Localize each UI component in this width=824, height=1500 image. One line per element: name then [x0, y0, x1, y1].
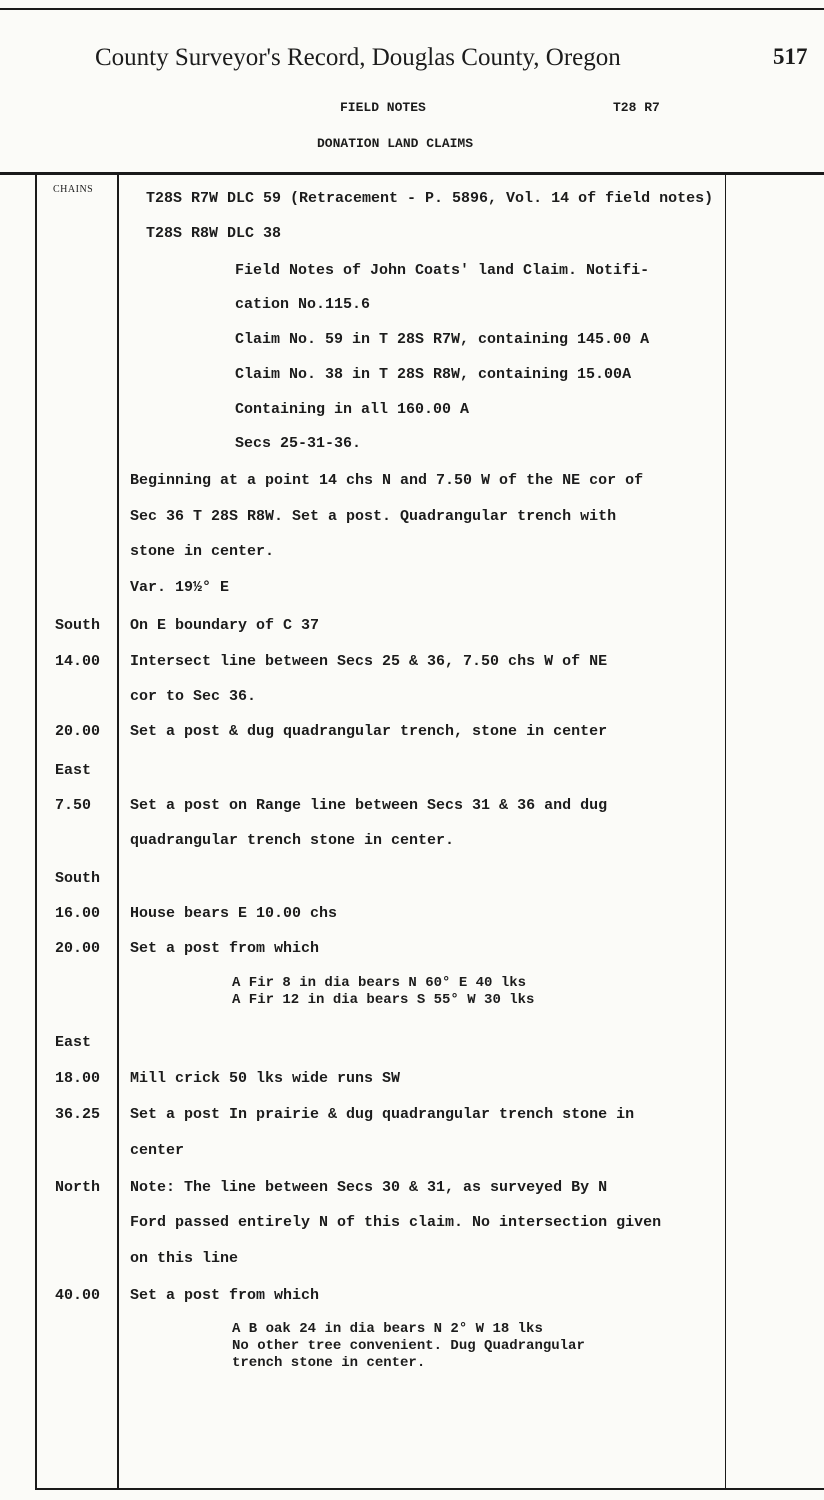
note-line: Set a post from which: [130, 1287, 320, 1304]
chains-value: 16.00: [55, 905, 101, 922]
left-border: [35, 173, 37, 1489]
note-line: Set a post on Range line between Secs 31 & 36 and dug: [130, 797, 608, 814]
note-line: T28S R8W DLC 38: [146, 225, 282, 242]
chains-column-divider: [117, 173, 119, 1489]
note-line: stone in center.: [130, 543, 275, 560]
note-line: cation No.115.6: [235, 296, 371, 313]
note-line: on this line: [130, 1250, 239, 1267]
note-line: Set a post In prairie & dug quadrangular trench stone in: [130, 1106, 635, 1123]
table-top-rule: [0, 172, 824, 175]
bearing-line: A B oak 24 in dia bears N 2° W 18 lks: [232, 1321, 543, 1337]
right-margin-rule: [725, 173, 726, 1489]
note-line: Field Notes of John Coats' land Claim. Notifi-: [235, 262, 650, 279]
note-line: Mill crick 50 lks wide runs SW: [130, 1070, 401, 1087]
note-line: Beginning at a point 14 chs N and 7.50 W of the NE cor of: [130, 472, 644, 489]
bearing-line: trench stone in center.: [232, 1355, 426, 1371]
note-line: Note: The line between Secs 30 & 31, as surveyed By N: [130, 1179, 608, 1196]
page-title: County Surveyor's Record, Douglas County, Oregon: [95, 44, 621, 71]
note-line: Claim No. 59 in T 28S R7W, containing 145.00 A: [235, 331, 650, 348]
note-line: Containing in all 160.00 A: [235, 401, 470, 418]
chains-value: South: [55, 617, 101, 634]
note-line: Sec 36 T 28S R8W. Set a post. Quadrangular trench with: [130, 508, 617, 525]
chains-value: East: [55, 1034, 92, 1051]
note-line: quadrangular trench stone in center.: [130, 832, 455, 849]
note-line: Ford passed entirely N of this claim. No intersection given: [130, 1214, 662, 1231]
note-line: House bears E 10.00 chs: [130, 905, 338, 922]
bearing-line: A Fir 12 in dia bears S 55° W 30 lks: [232, 992, 535, 1008]
note-line: center: [130, 1142, 185, 1159]
note-line: Intersect line between Secs 25 & 36, 7.50 chs W of NE: [130, 653, 608, 670]
bearing-line: A Fir 8 in dia bears N 60° E 40 lks: [232, 975, 527, 991]
chains-value: 18.00: [55, 1070, 101, 1087]
chains-column-header: CHAINS: [53, 184, 94, 195]
page-number: 517: [773, 44, 808, 69]
chains-value: 36.25: [55, 1106, 101, 1123]
top-rule: [0, 8, 824, 10]
note-line: Set a post & dug quadrangular trench, stone in center: [130, 723, 608, 740]
township-range: T28 R7: [613, 100, 660, 115]
note-line: Var. 19½° E: [130, 579, 230, 596]
chains-value: North: [55, 1179, 101, 1196]
section-subtitle: DONATION LAND CLAIMS: [317, 136, 474, 151]
chains-value: 20.00: [55, 940, 101, 957]
note-line: Set a post from which: [130, 940, 320, 957]
note-line: On E boundary of C 37: [130, 617, 320, 634]
note-line: Secs 25-31-36.: [235, 435, 362, 452]
bearing-line: No other tree convenient. Dug Quadrangular: [232, 1338, 585, 1354]
chains-value: 7.50: [55, 797, 92, 814]
field-notes-heading: FIELD NOTES: [340, 100, 426, 115]
chains-value: 20.00: [55, 723, 101, 740]
chains-value: East: [55, 762, 92, 779]
note-line: cor to Sec 36.: [130, 688, 257, 705]
chains-value: 40.00: [55, 1287, 101, 1304]
chains-value: 14.00: [55, 653, 101, 670]
table-bottom-rule: [35, 1488, 824, 1490]
note-line: Claim No. 38 in T 28S R8W, containing 15.00A: [235, 366, 632, 383]
chains-value: South: [55, 870, 101, 887]
note-line: T28S R7W DLC 59 (Retracement - P. 5896, Vol. 14 of field notes): [146, 190, 714, 207]
